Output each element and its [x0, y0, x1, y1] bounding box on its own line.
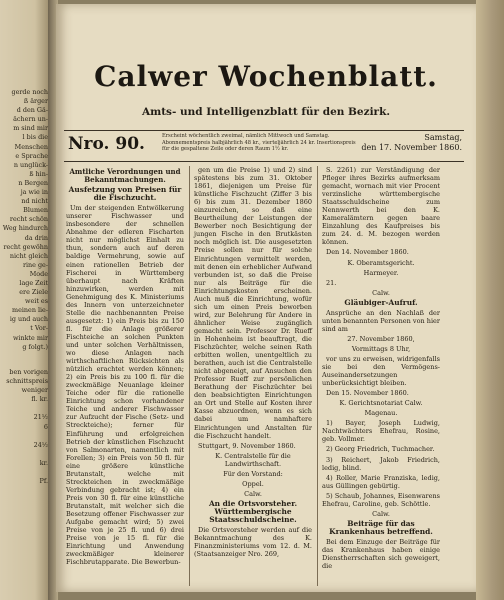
text-line: nd nicht	[21, 197, 48, 206]
masthead-subtitle: Amts- und Intelligenzblatt für den Bezirk.	[141, 106, 391, 118]
article-paragraph: Den 14. November 1860.	[326, 248, 409, 257]
article-paragraph: 21.	[326, 278, 337, 287]
article-paragraph: 3) Reichert, Jakob Friedrich, ledig, blind.	[322, 455, 440, 472]
text-line: n Bergen	[18, 178, 48, 187]
text-line: t Vor-	[30, 324, 48, 333]
article-paragraph: Bei dem Einzuge der Beiträge für das Krankenhaus haben einige Dienstherrschaften sich geweigert, die	[322, 537, 440, 571]
text-line: nicht gleich	[9, 251, 48, 260]
article-paragraph: Harmeyer.	[363, 268, 399, 277]
article-paragraph: Vormittags 8 Uhr,	[351, 344, 411, 353]
text-line: Blumen	[23, 206, 48, 215]
article-paragraph: Oppel.	[242, 479, 264, 488]
text-line	[2, 468, 48, 477]
text-line: 24½	[33, 440, 48, 449]
article-paragraph: Calw.	[244, 489, 262, 498]
text-line: m sind mir	[13, 124, 48, 133]
article-paragraph: K. Centralstelle für die Landwirthschaft.	[215, 451, 291, 468]
article-paragraph: 2) Georg Friedrich, Tuchmacher.	[326, 445, 435, 454]
text-line: recht schön	[9, 215, 48, 224]
left-page-text	[2, 88, 48, 352]
article-paragraph: Um der steigenden Entwölkerung unserer Fischwasser und insbesondere der schnellen Abnahme der edleren Fischarten nicht nur möglichst Einhalt zu thun, sondern auch auf deren baldige Vermehrung, sowie auf einen rationellen Betrieb der Fischerei in Württemberg überhaupt nach Kräften hinzuwirken, werden mit Genehmigung des K. Ministeriums des Innern von unterzeichneter Stelle die nachbenannten Preise ausgesetzt: 1) ein Preis bis zu 150 fl. für die Anlage größerer Fischteiche an solchen Punkten und unter solchen Verhältnissen, wo diese Anlagen nach wirthschaftlichen Rücksichten als nützlich erachtet werden können; 2) ein Preis bis zu 100 fl. für die zweckmäßige Neuanlage kleiner Teiche oder für die rationelle Einrichtung schon vorhandener Teiche und anderer Fischwasser zur Aufzucht der Fische (Setz- und Streckteiche); ferner für Einführung und erfolgreichen Betrieb der künstlichen Fischzucht von Salmonarten, namentlich mit Forellen; 3) ein Preis von 50 fl. für eine größere künstliche Brutanstalt, welche mit Streckteichen in zweckmäßige Verbindung gebracht ist; 4) ein Preis von 30 fl. für eine künstliche Brutanstalt, mit welcher sich die Besetzung offener Fischwasser zur Aufgabe gemacht wird; 5) zwei Preise von je 25 fl. und 6) drei Preise von je 15 fl. für die Einrichtung und Anwendung zweckmäßiger kleinerer Fischbrutapparate. Die Bewerbun-	[66, 204, 184, 567]
article-paragraph: Den 15. November 1860.	[326, 389, 409, 398]
article-paragraph: Magenau.	[364, 409, 398, 418]
text-line: lage Zeit	[19, 278, 48, 287]
text-line: 6	[43, 422, 48, 431]
text-line: weniger	[21, 386, 48, 395]
column-divider	[189, 166, 190, 586]
article-heading: Amtliche Verordnungen und Bekanntmachungen.	[69, 167, 181, 185]
text-line: ja wie in	[20, 188, 48, 197]
text-line: Menschen	[14, 142, 48, 151]
text-line: weit es	[25, 297, 48, 306]
article-paragraph: 27. November 1860,	[347, 334, 415, 343]
left-page-fragment	[0, 0, 50, 600]
text-line: l bis die	[22, 133, 48, 142]
article-paragraph: Stuttgart, 9. November 1860.	[198, 441, 296, 450]
publication-info: Erscheint wöchentlich zweimal, nämlich Mittwoch und Samstag. Abonnementspreis halbjährlich 48 kr., vierteljährlich 24 kr. Insertionspreis für die gespaltene Zeile oder deren Raum 1½ kr.	[162, 133, 356, 152]
text-line: ß hin-	[29, 169, 48, 178]
article-heading: Beiträge für das Krankenhaus betreffend.	[329, 518, 433, 536]
text-line: recht gewöhn	[3, 242, 48, 251]
issue-info-bar	[64, 130, 464, 162]
issue-weekday: Samstag,	[424, 133, 462, 142]
column-3	[322, 166, 440, 572]
column-2	[194, 166, 312, 560]
column-divider	[317, 166, 318, 586]
article-paragraph: K. Oberamtsgericht.	[347, 258, 415, 267]
article-paragraph: gen um die Preise 1) und 2) sind spätestens bis zum 31. Oktober 1861, diejenigen um Preise für künstliche Fischzucht (Ziffer 3 bis 6) bis zum 31. Dezember 1860 einzureichen, so daß eine Beurtheilung der Leistungen der Bewerber noch Besichtigung der jungen Fische in den Brutkästen noch möglich ist. Die ausgesetzten Preise sollen nur für solche Einrichtungen vermittelt werden, mit denen ein erheblicher Aufwand verbunden ist, so daß die Preise nur als Beiträge für die Einrichtungskosten erscheinen. Auch muß die Einrichtung, wofür sich um einen Preis beworben wird, zur Belehrung für Andere in ähnlicher Weise zugänglich gemacht sein. Professor Dr. Rueff in Hohenheim ist beauftragt, die Fischzüchter, welche seinen Rath erbitten wollen, unentgeltlich zu berathen, auch ist die Centralstelle nicht abgeneigt, auf Ansuchen den Professor Rueff zur persönlichen Berathung der Fischzüchter bei den beabsichtigten Einrichtungen an Ort und Stelle auf Kosten ihrer Kasse abzuordnen, wenn es sich dabei um namhaftere Einrichtungen und Anstalten für die Fischzucht handelt.	[194, 166, 312, 440]
article-heading: An die Ortsvorsteher. Württembergische Staatsschuldscheine.	[208, 498, 298, 524]
article-paragraph: Calw.	[372, 509, 390, 518]
text-line: fl. kr.	[31, 395, 48, 404]
text-line: d den Gä-	[16, 106, 48, 115]
text-line: Pf.	[39, 477, 48, 486]
issue-date	[350, 133, 462, 153]
text-line: ere Ziele	[19, 288, 48, 297]
column-1	[66, 166, 184, 568]
article-heading: Ausfetzung von Preisen für die Fischzucht.	[68, 185, 182, 203]
article-paragraph: 4) Roller, Marie Franziska, ledig, aus Güllingen gebürtig.	[322, 473, 440, 490]
article-paragraph: Calw.	[372, 288, 390, 297]
text-line: n unglück-	[13, 160, 48, 169]
text-line: 21½	[33, 413, 48, 422]
text-line: winkte mir	[12, 333, 48, 342]
left-page-table	[2, 368, 48, 486]
newspaper-page	[56, 4, 476, 592]
article-paragraph: 5) Schaub, Johannes, Eisenwarens Ehefrau, Caroline, geb. Schöttle.	[322, 491, 440, 508]
text-line	[2, 404, 48, 413]
article-paragraph: Für den Vorstand:	[223, 469, 283, 478]
text-line: Weg hindurch	[2, 224, 48, 233]
issue-number: Nro. 90.	[68, 134, 145, 154]
article-paragraph: Die Ortsvorsteher werden auf die Bekanntmachung des K. Finanzministeriums vom 12. d. M. (Staatsanzeiger Nro. 269,	[194, 526, 312, 559]
text-line	[2, 450, 48, 459]
article-paragraph: vor uns zu erweisen, widrigenfalls sie bei den Vermögens-Auseinandersetzungen unberücksichtigt bleiben.	[322, 354, 440, 388]
text-line: g folgt.)	[22, 342, 48, 351]
text-line: ächern un-	[13, 115, 48, 124]
text-line: schnittspreis	[6, 377, 48, 386]
article-paragraph: S. 2261) zur Verständigung der Pfleger ihres Bezirks aufmerksam gemacht, wornach mit vier Procent verzinsliche württembergische Staatsschuldscheine zum Nennwerth bei den K. Kameralämtern gegen baare Einzahlung des Kaufpreises bis zum 24. d. M. bezogen werden können.	[322, 166, 440, 247]
text-line: kr.	[39, 458, 48, 467]
text-line	[2, 432, 48, 441]
issue-date-text: den 17. November 1860.	[361, 143, 462, 152]
text-line: ben vorigen	[9, 368, 48, 376]
text-line: meinen lie-	[12, 306, 48, 315]
page-edge-stack	[476, 0, 504, 600]
text-line: gerde noch	[11, 88, 48, 96]
text-line: e Sprache	[15, 151, 48, 160]
text-line: rine ge-	[22, 260, 48, 269]
text-line: da drin	[24, 233, 48, 242]
text-line: ig und auch	[9, 315, 48, 324]
article-heading: Gläubiger-Aufruf.	[344, 297, 418, 307]
text-line: ß ärger	[23, 97, 48, 106]
masthead-title: Calwer Wochenblatt.	[94, 60, 438, 93]
article-paragraph: Ansprüche an den Nachlaß der unten benannten Personen von hier sind am	[322, 308, 440, 333]
article-paragraph: K. Gerichtsnotariat Calw.	[339, 399, 423, 408]
article-paragraph: 1) Bayer, Joseph Ludwig, Nachtwächters Ehefrau, Rosine, geb. Vollmer.	[322, 419, 440, 444]
text-line: Mode	[29, 269, 48, 278]
